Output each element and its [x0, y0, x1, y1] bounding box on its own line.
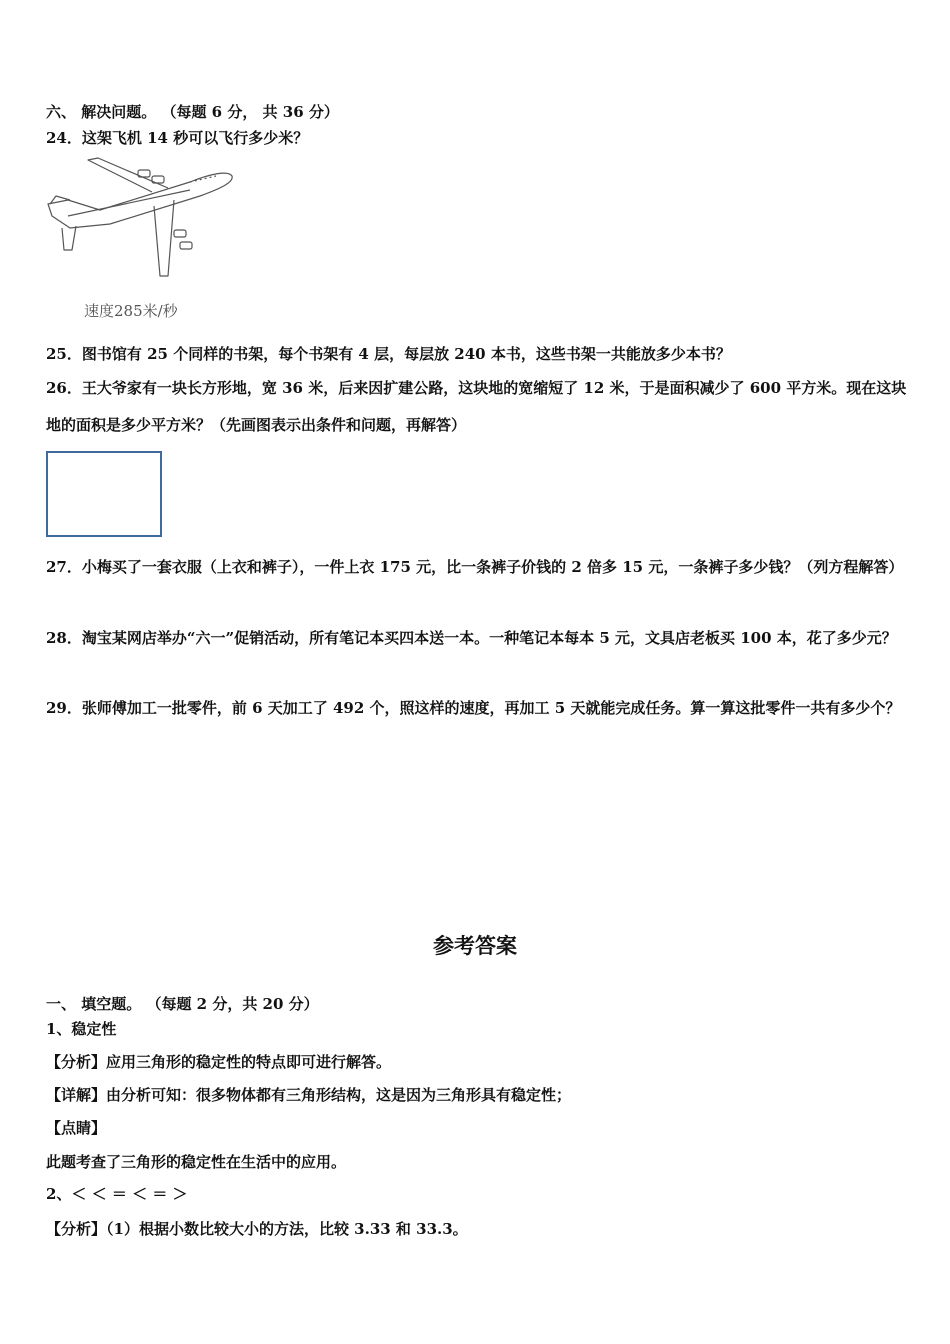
speed-label: 速度285米/秒	[84, 302, 178, 320]
answer-title: 参考答案	[433, 934, 517, 958]
answer-section-1-heading: 一、 填空题。 （每题 2 分，共 20 分）	[46, 995, 319, 1013]
question-28: 28．淘宝某网店举办“六一”促销活动，所有笔记本买四本送一本。一种笔记本每本 5 元，文具店老板买 100 本，花了多少元？	[46, 629, 897, 647]
question-26: 26．王大爷家有一块长方形地，宽 36 米，后来因扩建公路，这块地的宽缩短了 12 米，于是面积减少了 600 平方米。现在这块地的面积是多少平方米？（先画图表示出条件和问题，再解答）	[46, 379, 907, 434]
airplane-icon	[40, 152, 235, 282]
answer-1-comment: 此题考查了三角形的稳定性在生活中的应用。	[46, 1153, 347, 1171]
question-29: 29．张师傅加工一批零件，前 6 天加工了 492 个，照这样的速度，再加工 5 天就能完成任务。算一算这批零件一共有多少个？	[46, 699, 901, 717]
answer-1-analysis: 【分析】应用三角形的稳定性的特点即可进行解答。	[46, 1053, 392, 1071]
question-25: 25．图书馆有 25 个同样的书架，每个书架有 4 层，每层放 240 本书，这些书架一共能放多少本书？	[46, 345, 731, 363]
answer-2-analysis: 【分析】（1）根据小数比较大小的方法，比较 3.33 和 33.3。	[46, 1220, 468, 1238]
drawing-box	[46, 451, 162, 537]
answer-1-title: 1、稳定性	[46, 1020, 117, 1038]
answer-1-detail: 【详解】由分析可知：很多物体都有三角形结构，这是因为三角形具有稳定性；	[46, 1086, 572, 1104]
question-24: 24．这架飞机 14 秒可以飞行多少米？	[46, 129, 309, 147]
section-6-heading: 六、 解决问题。 （每题 6 分， 共 36 分）	[46, 103, 339, 121]
question-27: 27．小梅买了一套衣服（上衣和裤子），一件上衣 175 元，比一条裤子价钱的 2 倍多 15 元，一条裤子多少钱？（列方程解答）	[46, 558, 904, 576]
answer-1-comment-label: 【点睛】	[46, 1119, 107, 1137]
answer-2-title: 2、＜ ＜ ＝ ＜ ＝ ＞	[46, 1185, 188, 1203]
